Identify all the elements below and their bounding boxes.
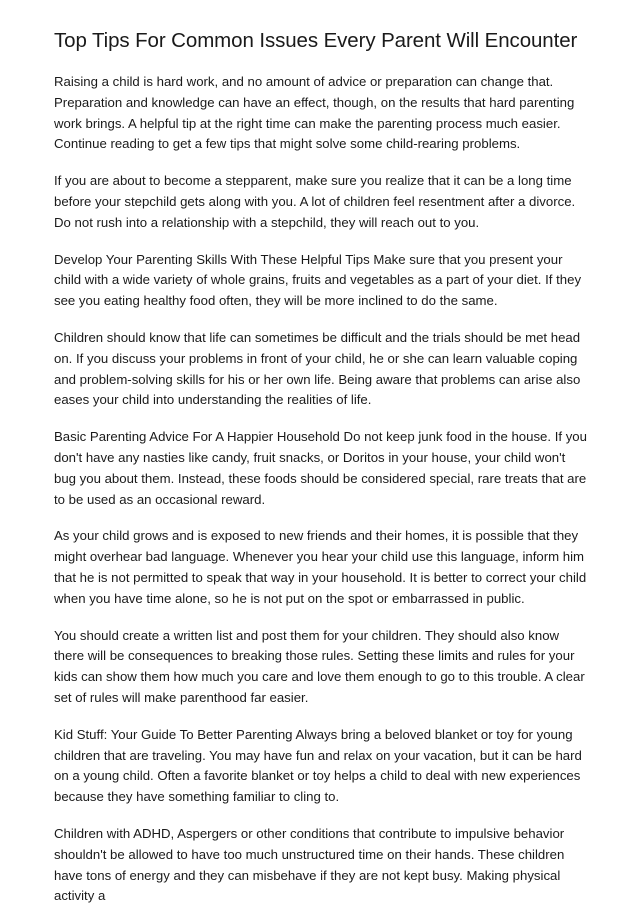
paragraph-7: You should create a written list and post them for your children. They should also know there will be consequences to breaking those rules. Setting these limits and rules for your kids can show them how much you care and love them enough to go to this trouble. A clear set of rules will make parenthood far easier.	[54, 627, 585, 705]
paragraph-6: As your child grows and is exposed to new friends and their homes, it is possible that they might overhear bad language. Whenever you hear your child use this language, inform him that he is not permitted to speak that way in your household. It is better to correct your child when you have time alone, so he is not put on the spot or embarrassed in public.	[54, 528, 587, 606]
paragraph-2: If you are about to become a stepparent, make sure you realize that it can be a long time before your stepchild gets along with you. A lot of children feel resentment after a divorce. Do not rush into a relationship with a stepchild, they will reach out to you.	[54, 173, 576, 230]
paragraph-5: Basic Parenting Advice For A Happier Household Do not keep junk food in the house. If you don't have any nasties like candy, fruit snacks, or Doritos in your house, your child won't bug you about them. Instead, these foods should be considered special, rare treats that are to be used as an occasional reward.	[54, 429, 587, 507]
paragraph-9: Children with ADHD, Aspergers or other conditions that contribute to impulsive behavior shouldn't be allowed to have too much unstructured time on their hands. These children have tons of energy and they can misbehave if they are not kept busy. Making physical activity a	[54, 825, 565, 904]
paragraph-4: Children should know that life can sometimes be difficult and the trials should be met head on. If you discuss your problems in front of your child, he or she can learn valuable coping and problem-solving skills for his or her own life. Being aware that problems can arise also eases your child into understanding the realities of life.	[54, 329, 581, 408]
paragraph-3: Develop Your Parenting Skills With These Helpful Tips Make sure that you present your child with a wide variety of whole grains, fruits and vegetables as a part of your diet. If they see you eating healthy food often, they will be more inclined to do the same.	[54, 251, 582, 309]
paragraph-1: Raising a child is hard work, and no amount of advice or preparation can change that. Preparation and knowledge can have an effect, though, on the results that hard parenting work brings. A helpful tip at the right time can make the parenting process much easier. Continue reading to get a few tips that might solve some child-rearing problems.	[54, 74, 575, 152]
document-title: Top Tips For Common Issues Every Parent Will Encounter	[54, 29, 578, 52]
paragraph-8: Kid Stuff: Your Guide To Better Parenting Always bring a beloved blanket or toy for young children that are traveling. You may have fun and relax on your vacation, but it can be hard on a young child. Often a favorite blanket or toy helps a child to deal with new experiences because they have something familiar to cling to.	[54, 726, 582, 805]
